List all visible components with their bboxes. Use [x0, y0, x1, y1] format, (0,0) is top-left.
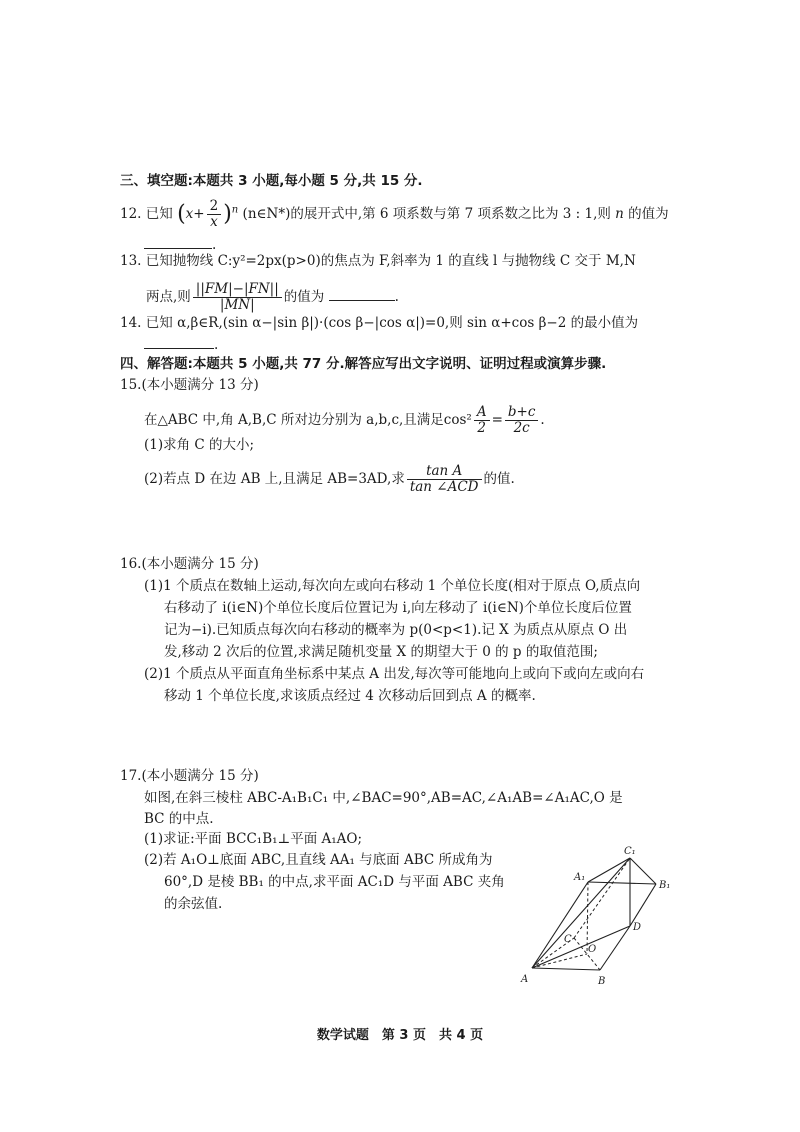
edge-CC1-hidden [574, 858, 630, 938]
q15-part-1: (1)求角 C 的大小; [144, 437, 255, 453]
label-B1: B₁ [659, 880, 671, 891]
q16-line-4: 发,移动 2 次后的位置,求满足随机变量 X 的期望大于 0 的 p 的取值范围; [164, 644, 598, 660]
question-15-stem: 在△ABC 中,角 A,B,C 所对边分别为 a,b,c,且满足cos² $\frac{A}{2}$ = $\frac{b+c}{2c}$ . [144, 404, 545, 436]
question-15-header: 15.(本小题满分 13 分) [120, 377, 259, 393]
q15-fraction-tan: $\frac{\text{tan A}}{\text{tan ∠ACD}}$ [407, 464, 482, 495]
q12-var: n [615, 206, 624, 222]
question-number: 12. [120, 206, 142, 222]
answer-blank[interactable] [144, 234, 212, 249]
q17-line-4: (2)若 A₁O⊥底面 ABC,且直线 AA₁ 与底面 ABC 所成角为 [144, 852, 493, 868]
label-C: C [564, 934, 572, 945]
q17-line-1: 如图,在斜三棱柱 ABC-A₁B₁C₁ 中,∠BAC=90°,AB=AC,∠A₁AB=∠A₁AC,O 是 [144, 790, 623, 806]
q17-line-2: BC 的中点. [144, 811, 214, 827]
edge-AA1 [532, 882, 588, 968]
q12-condition: (n∈N*) [242, 206, 291, 222]
edge-AB [532, 968, 600, 970]
q13-line2-post: 的值为 [283, 289, 325, 305]
question-12: 12. 已知 (x+ $\frac{2}{x}$ )$^n$ (n∈N*)的展开式中,第 6 项系数与第 7 项系数之比为 3 : 1,则 n 的值为 [120, 198, 669, 230]
q12-text: 的展开式中,第 6 项系数与第 7 项系数之比为 3 : 1,则 [290, 206, 611, 222]
q12-plus: + [193, 206, 205, 222]
edge-C1B1 [630, 858, 656, 884]
question-13 [120, 252, 636, 270]
q16-line-6: 移动 1 个单位长度,求该质点经过 4 次移动后回到点 A 的概率. [164, 688, 536, 704]
q12-tail: 的值为 [628, 206, 669, 222]
q12-exponent: n [231, 204, 239, 216]
edge-A1C1 [588, 858, 630, 882]
q15-part-2: (2)若点 D 在边 AB 上,且满足 AB=3AD,求 $\frac{\text{tan A}}{\text{tan ∠ACD}}$ 的值. [144, 463, 515, 495]
q15-fraction-a: $\frac{A}{2}$ [474, 405, 490, 436]
section-heading-solutions: 四、解答题:本题共 5 小题,共 77 分.解答应写出文字说明、证明过程或演算步骤. [120, 356, 607, 372]
q13-line1: 已知抛物线 C:y²=2px(p>0)的焦点为 F,斜率为 1 的直线 l 与抛物线 C 交于 M,N [145, 253, 636, 269]
question-13-line2: 两点,则 $\frac{||FM|-|FN||}{|MN|}$ 的值为 . [146, 281, 399, 313]
q17-line-6: 的余弦值. [164, 896, 223, 912]
q15-fraction-b: $\frac{b+c}{2c}$ [505, 405, 539, 436]
q16-line-3: 记为−i).已知质点每次向右移动的概率为 p(0<p<1).记 X 为质点从原点 O 出 [164, 622, 628, 638]
answer-blank[interactable] [144, 334, 214, 349]
q17-line-5: 60°,D 是棱 BB₁ 的中点,求平面 AC₁D 与平面 ABC 夹角 [164, 874, 505, 890]
edge-DB1 [630, 884, 656, 926]
label-A: A [521, 974, 529, 985]
section-heading-fill-in: 三、填空题:本题共 3 小题,每小题 5 分,共 15 分. [120, 173, 423, 189]
label-B: B [598, 976, 606, 987]
question-number: 14. [120, 315, 142, 331]
q14-answer-line: . [144, 334, 218, 354]
question-number: 13. [120, 253, 142, 269]
question-17-header: 17.(本小题满分 15 分) [120, 768, 259, 784]
edge-A1B1 [588, 882, 656, 884]
prism-figure [518, 838, 694, 988]
q12-answer-line: . [144, 234, 216, 254]
q16-line-2: 右移动了 i(i∈N)个单位长度后位置记为 i,向左移动了 i(i∈N)个单位长度后位置 [164, 600, 632, 616]
q12-fraction: $\frac{2}{x}$ [207, 199, 222, 230]
q14-line1: 已知 α,β∈R,(sin α−|sin β|)·(cos β−|cos α|)=0,则 sin α+cos β−2 的最小值为 [145, 315, 639, 331]
label-D: D [633, 922, 642, 933]
q16-line-1: (1)1 个质点在数轴上运动,每次向左或向右移动 1 个单位长度(相对于原点 O,质点向 [144, 578, 641, 594]
question-16-header: 16.(本小题满分 15 分) [120, 556, 259, 572]
q13-line2-pre: 两点,则 [146, 289, 191, 305]
q17-line-3: (1)求证:平面 BCC₁B₁⊥平面 A₁AO; [144, 831, 363, 847]
q16-line-5: (2)1 个质点从平面直角坐标系中某点 A 出发,每次等可能地向上或向下或向左或向右 [144, 666, 645, 682]
q12-prefix: 已知 [145, 206, 173, 222]
q12-x: x [185, 206, 194, 222]
q13-fraction: $\frac{||FM|-|FN||}{|MN|}$ [193, 282, 282, 313]
answer-blank[interactable] [329, 286, 395, 301]
label-A1: A₁ [574, 872, 586, 883]
label-O: O [588, 944, 597, 955]
label-C1: C₁ [624, 846, 636, 857]
page-footer: 数学试题 第 3 页 共 4 页 [316, 1028, 484, 1043]
question-14 [120, 314, 638, 332]
